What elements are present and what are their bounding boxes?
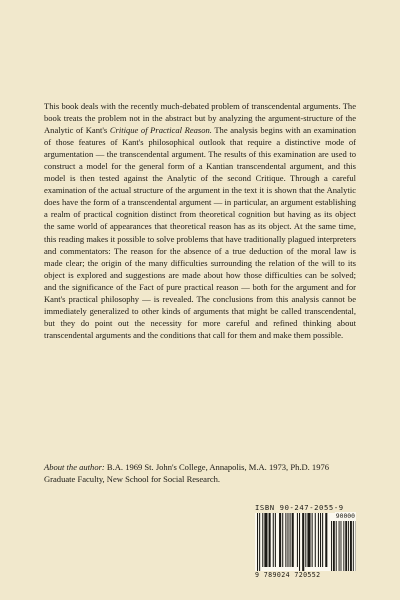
book-description	[44, 100, 356, 341]
about-author	[44, 461, 356, 485]
description-text-2: The analysis begins with an examination of those features of Kant's philosophical outlook that require a distinctive mode of argumentation — the transcendental argument. The results of this examination are used to construct a model for the general form of a Kantian transcendental argument, and this model is then tested against the Analytic of the second Critique. Through a careful examination of the actual structure of the argument in the text it is shown that the Analytic does have the form of a transcendental argument — in particular, an argument establishing a realm of practical cognition distinct from theoretical cognition but having as its object the same world of appearances that theoretical reason has as its object. At the same time, this reading makes it possible to solve problems that have traditionally plagued interpreters and commentators: The reason for the absence of a true deduction of the moral law is made clear; the origin of the many difficulties surrounding the relation of the will to its object is explored and suggestions are made about how those difficulties can be solved; and the significance of the Fact of pure practical reason — both for the argument and for Kant's practical philosophy — is revealed. The conclusions from this analysis cannot be immediately generalized to other kinds of arguments that might be called transcendental, but they do point out the necessity for more careful and refined thinking about transcendental arguments and the conditions that call for them and make them possible.	[44, 125, 356, 340]
price-code: 90000	[335, 512, 355, 520]
ean-digits: 9 789024 720552	[255, 571, 321, 579]
book-title-italic: Critique of Practical Reason.	[109, 125, 212, 136]
isbn-number: ISBN 90-247-2055-9	[255, 503, 344, 512]
about-author-label: About the author:	[44, 462, 105, 472]
barcode-block	[255, 503, 356, 583]
barcode-image	[255, 513, 356, 571]
description-text-1: This book deals with the recently much-debated problem of transcendental arguments. The book treats the problem not in the abstract but by analyzing the argument-structure of the Analytic of Kant's	[44, 101, 356, 136]
about-author-text: B.A. 1969 St. John's College, Annapolis, M.A. 1973, Ph.D. 1976 Graduate Faculty, New School for Social Research.	[44, 462, 330, 485]
